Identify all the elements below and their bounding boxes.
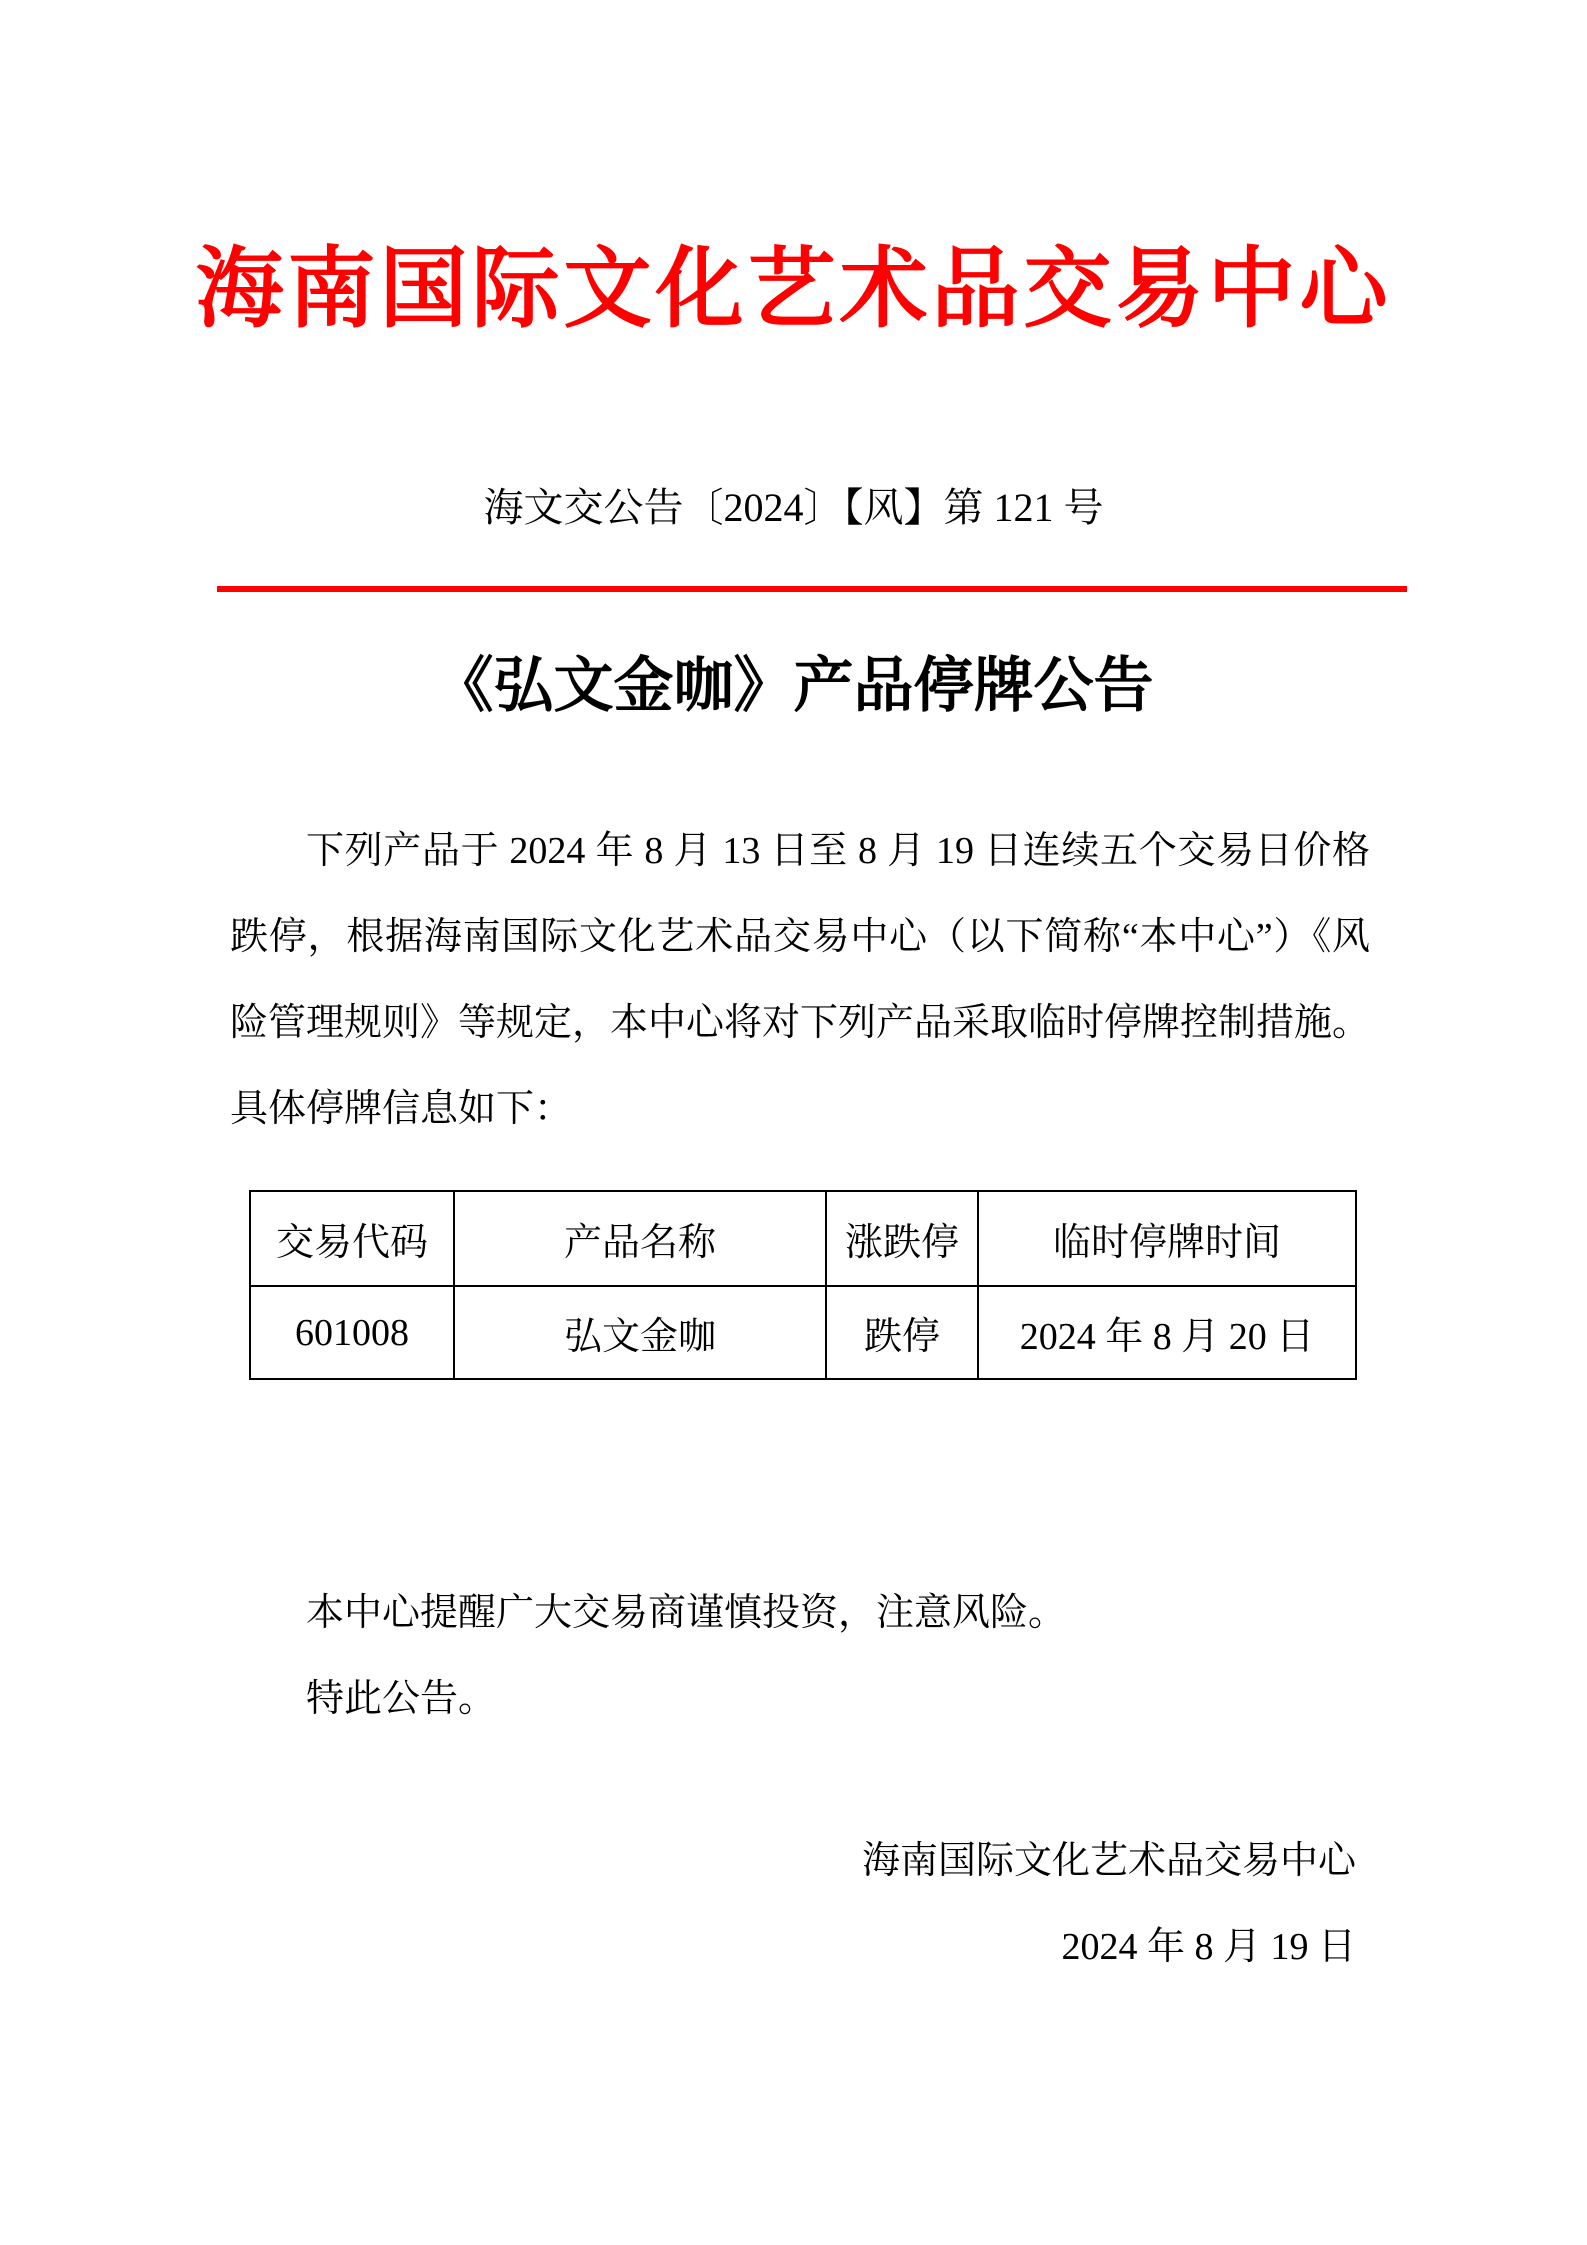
body-line-4: 具体停牌信息如下： bbox=[230, 1088, 573, 1130]
announcement-title: 《弘文金咖》产品停牌公告 bbox=[433, 653, 1154, 719]
header-limit-status: 涨跌停 bbox=[826, 1191, 978, 1286]
closing-section bbox=[230, 1570, 1370, 1742]
body-paragraph bbox=[230, 808, 1370, 1152]
header-product-name: 产品名称 bbox=[454, 1191, 826, 1286]
signature-org: 海南国际文化艺术品交易中心 bbox=[861, 1840, 1356, 1882]
org-title: 海南国际文化艺术品交易中心 bbox=[195, 242, 1392, 339]
cell-trade-code: 601008 bbox=[250, 1286, 454, 1379]
cell-product-name: 弘文金咖 bbox=[454, 1286, 826, 1379]
cell-limit-status: 跌停 bbox=[826, 1286, 978, 1379]
body-line-3: 险管理规则》等规定，本中心将对下列产品采取临时停牌控制措施。 bbox=[230, 1002, 1371, 1044]
body-line-1: 下列产品于 2024 年 8 月 13 日至 8 月 19 日连续五个交易日价格 bbox=[306, 830, 1370, 872]
header-trade-code: 交易代码 bbox=[250, 1191, 454, 1286]
suspension-table bbox=[249, 1190, 1357, 1380]
doc-number: 海文交公告〔2024〕【风】第 121 号 bbox=[483, 485, 1104, 530]
signature-block bbox=[230, 1818, 1370, 1990]
closing-reminder: 本中心提醒广大交易商谨慎投资，注意风险。 bbox=[306, 1592, 1067, 1634]
closing-final: 特此公告。 bbox=[306, 1678, 497, 1720]
header-suspension-time: 临时停牌时间 bbox=[978, 1191, 1356, 1286]
table-row bbox=[250, 1286, 1356, 1379]
body-line-2: 跌停，根据海南国际文化艺术品交易中心（以下简称“本中心”）《风 bbox=[230, 916, 1370, 958]
table-header-row bbox=[250, 1191, 1356, 1286]
signature-date: 2024 年 8 月 19 日 bbox=[1061, 1926, 1356, 1968]
cell-suspension-time: 2024 年 8 月 20 日 bbox=[978, 1286, 1356, 1379]
red-divider-rule bbox=[217, 586, 1407, 592]
